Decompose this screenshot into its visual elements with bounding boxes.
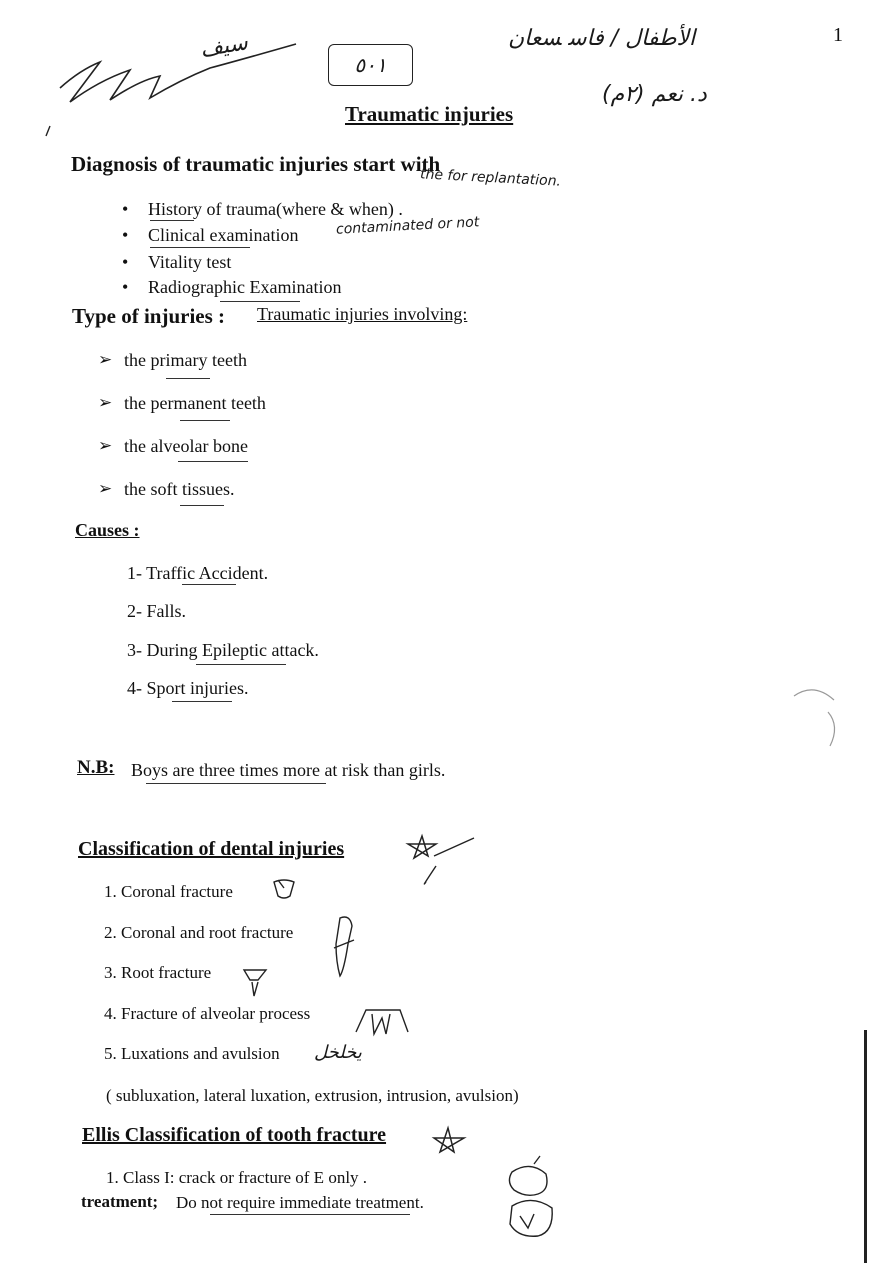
injury-type-item: ➢ the soft tissues. (124, 479, 235, 500)
cause-item: 4- Sport injuries. (127, 678, 249, 698)
scan-edge (864, 1030, 867, 1263)
nb-text: Boys are three times more at risk than girls. (131, 760, 446, 780)
underline-mark (210, 1214, 410, 1215)
tooth-sketch-icon (498, 1154, 562, 1240)
injury-type-item: ➢ the permanent teeth (124, 393, 266, 414)
classification-heading: Classification of dental injuries (78, 838, 345, 860)
coronal-fracture-tooth-icon (270, 876, 300, 902)
diagnosis-item: • Clinical examination (148, 225, 298, 246)
ellis-treatment-label: treatment; (81, 1192, 159, 1211)
handwritten-luxation-note: يخلخل (314, 1042, 362, 1063)
underline-mark (180, 505, 224, 506)
root-fracture-icon (242, 966, 270, 1000)
page-number: 1 (833, 24, 843, 46)
underline-mark (182, 584, 236, 585)
ellis-treatment-text: Do not require immediate treatment. (176, 1193, 424, 1212)
star-icon (428, 1124, 472, 1160)
classification-item: 1. Coronal fracture (104, 882, 233, 901)
diagnosis-item: • History of trauma(where & when) . (148, 199, 403, 220)
injury-type-item: ➢ the primary teeth (124, 350, 247, 371)
underline-mark (150, 247, 250, 248)
underline-mark (172, 701, 232, 702)
handwritten-replantation-note: the for replantation. (419, 166, 562, 190)
page-title: Traumatic injuries (345, 102, 514, 126)
underline-mark (178, 461, 248, 462)
classification-item: 5. Luxations and avulsion (104, 1044, 280, 1063)
underline-mark (196, 664, 286, 665)
cause-item: 1- Traffic Accident. (127, 563, 269, 583)
cause-item: 3- During Epileptic attack. (127, 640, 319, 660)
signature-scribble (40, 40, 310, 150)
handwritten-arabic-header: الأطفال / ف‍اس‍ ‍س‍ع‍ان (508, 26, 696, 51)
classification-note: ( subluxation, lateral luxation, extrusion, intrusion, avulsion) (106, 1086, 519, 1105)
handwritten-doctor-note: د. نعم (٢م) (602, 82, 707, 107)
diagnosis-heading: Diagnosis of traumatic injuries start with (71, 152, 441, 176)
classification-item: 4. Fracture of alveolar process (104, 1004, 311, 1023)
root-fracture-tooth-icon (330, 914, 360, 980)
cause-item: 2- Falls. (127, 601, 187, 621)
nb-label: N.B: (77, 757, 115, 778)
ellis-class-1: 1. Class I: crack or fracture of E only . (106, 1168, 368, 1187)
star-icon (400, 830, 480, 890)
underline-mark (150, 220, 194, 221)
page-box-stamp (328, 44, 413, 86)
diagnosis-item: • Vitality test (148, 252, 231, 273)
handwritten-contamination-note: contaminated or not (335, 214, 480, 238)
alveolar-fracture-icon (352, 1004, 412, 1040)
classification-item: 2. Coronal and root fracture (104, 923, 294, 942)
causes-heading: Causes : (75, 520, 140, 540)
ellis-heading: Ellis Classification of tooth fracture (82, 1124, 387, 1146)
underline-mark (220, 301, 300, 302)
margin-mark (784, 682, 844, 752)
type-of-injuries-label: Type of injuries : (72, 304, 226, 328)
diagnosis-item: • Radiographic Examination (148, 277, 341, 298)
classification-item: 3. Root fracture (104, 963, 212, 982)
underline-mark (180, 420, 230, 421)
underline-mark (166, 378, 210, 379)
type-of-injuries-subheading: Traumatic injuries involving: (257, 304, 468, 324)
underline-mark (146, 783, 326, 784)
page-box-number: ٥٠١ (354, 53, 387, 77)
injury-type-item: ➢ the alveolar bone (124, 436, 248, 457)
handwritten-signature: سيف (198, 30, 250, 63)
